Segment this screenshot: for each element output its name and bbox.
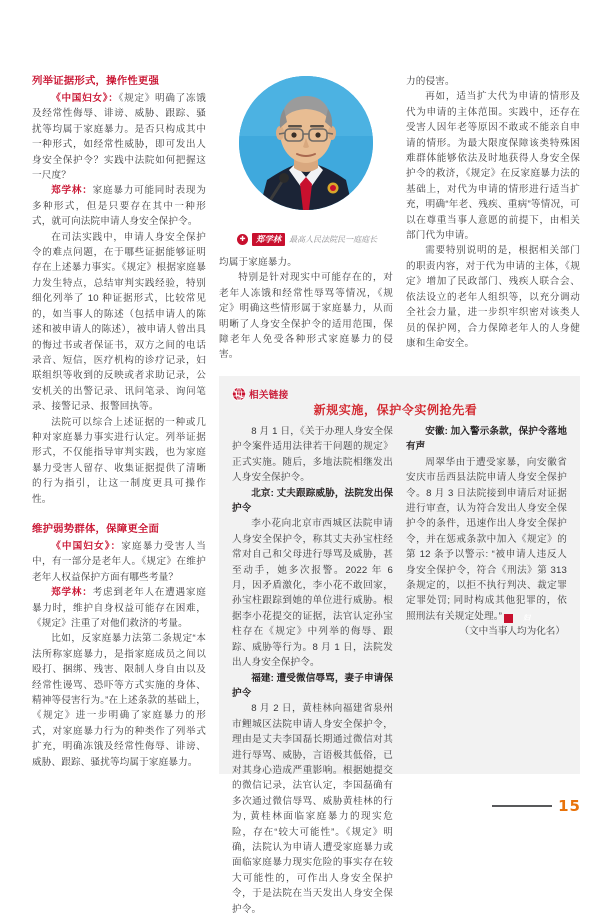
page-folio <box>492 797 581 815</box>
related-links-columns <box>232 424 567 917</box>
answer-2-para-1 <box>32 585 206 631</box>
folio-rule <box>492 805 552 806</box>
column-middle <box>219 74 393 363</box>
related-links-tag-label: 相关链接 <box>249 390 289 401</box>
end-mark-icon: 妇 <box>504 614 513 623</box>
answer-speaker-label-2: 郑学林： <box>51 587 93 599</box>
globe-icon <box>232 387 246 401</box>
portrait-illustration <box>239 76 373 210</box>
credit-spacer <box>219 246 393 255</box>
case-text-anhui <box>406 455 567 624</box>
column-left <box>32 74 206 770</box>
question-text-2: 家庭暴力受害人当中，有一部分是老年人。《规定》在维护老年人权益保护方面有哪些考量？ <box>32 540 207 583</box>
links-column-right <box>406 424 567 917</box>
portrait-name: 郑学林 <box>252 233 285 246</box>
case-subhead-beijing: 北京: 丈夫跟踪威胁，法院发出保护令 <box>232 487 393 515</box>
question-2 <box>32 539 206 585</box>
related-links-header <box>219 376 580 422</box>
answer-2-para-2-cont: 均属于家庭暴力。 <box>219 257 297 268</box>
case-subhead-fujian: 福建: 遭受微信辱骂，妻子申请保护令 <box>232 672 393 699</box>
question-text: 《规定》明确了冻饿及经常性侮辱、诽谤、威胁、跟踪、骚扰等均属于家庭暴力。是否只构成其中一种形式，如经常性威胁，即可发出人身安全保护令？实践中法院如何把握这一尺度？ <box>32 93 206 182</box>
answer-2-para-5: 需要特别说明的是，根据相关部门的职责内容，对于代为申请的主体，《规定》增加了民政部门、残疾人联合会、依法设立的老年人组织等，以充分调动全社会力量，进一步织牢织密对该类人员的保护网，合力保障老年人的人身健康和生命安全。 <box>406 245 580 349</box>
answer-speaker-label: 郑学林： <box>51 185 93 197</box>
question-1 <box>32 91 206 183</box>
portrait-photo <box>239 76 373 210</box>
portrait-title: 最高人民法院民一庭庭长 <box>289 235 378 244</box>
answer-text-2: 考虑到老年人在遭遇家庭暴力时，维护自身权益可能存在困难，《规定》注重了对他们救济的考量。 <box>32 587 206 629</box>
answer-1-para-2: 在司法实践中，申请人身安全保护令的难点问题，在于哪些证据能够证明存在上述暴力事实。《规定》根据家庭暴力发生特点，总结审判实践经验，特别细化列举了 10 种证据形式，比较常见的，如当事人的陈述（包括申请人的陈述和被申请人的陈述），被申请人曾出具的悔过书或者保证书，双方之间的电话录音、短信，医疗机构的诊疗记录，妇联组织等收到的反映或者求助记录，公安机关的出警记录、讯问笔录、询问笔录、接警记录、报警回执等。 <box>32 231 206 413</box>
question-source-label-2: 《中国妇女》： <box>51 540 122 552</box>
section-heading-2: 维护弱势群体，保障更全面 <box>32 522 160 535</box>
case-text-beijing: 李小花向北京市西城区法院申请人身安全保护令，称其丈夫孙宝柱经常对自己和父母进行辱骂及威胁，甚至动手，她多次报警。2022 年 6 月，因矛盾激化，李小花不敢回家，孙宝柱跟踪到她的单位进行威胁。根据李小花提交的证据，法官认定孙宝柱存在《规定》中列举的侮辱、跟踪、威胁等行为。8 月 1 日，法院发出人身安全保护令。 <box>232 518 393 669</box>
portrait-figure <box>219 74 393 230</box>
section-heading-1: 列举证据形式，操作性更强 <box>32 75 160 87</box>
links-intro: 8 月 1 日，《关于办理人身安全保护令案件适用法律若干问题的规定》正式实施。随后，多地法院相继发出人身安全保护令。 <box>232 426 393 484</box>
question-source-label: 《中国妇女》： <box>51 93 119 104</box>
red-dot-icon: ✚ <box>237 234 248 245</box>
portrait-credit <box>219 233 393 246</box>
answer-1-para-1 <box>32 183 206 229</box>
links-column-left <box>232 424 393 917</box>
related-links-title: 新规实施，保护令实例抢先看 <box>313 403 478 417</box>
page-number: 15 <box>558 797 581 815</box>
answer-2-para-3: 特别是针对现实中可能存在的，对老年人冻饿和经常性辱骂等情况，《规定》明确这些情形属于家庭暴力，从而明晰了人身安全保护令的适用范围，保障老年人免受各种形式家庭暴力的侵害。 <box>219 272 393 361</box>
answer-1-para-3: 法院可以综合上述证据的一种或几种对家庭暴力事实进行认定。列举证据形式，不仅能指导审判实践，也为家庭暴力受害人留存、收集证据提供了清晰的行为指引，让这一制度更具可操作性。 <box>32 416 206 505</box>
answer-2-para-4: 再如，适当扩大代为申请的情形及代为申请的主体范围。实践中，还存在受害人因年老等原因不敢或不能亲自申请的情形。为最大限度保障该类特殊困难群体能够依法及时地获得人身安全保护令的救济，《规定》在反家庭暴力法的基础上，对代为申请的情形进行适当扩充，明确“年老、残疾、重病”等情况，可以在尊重当事人意愿的前提下，由相关部门代为申请。 <box>406 91 580 242</box>
answer-2-para-2: 比如，反家庭暴力法第二条规定“本法所称家庭暴力，是指家庭成员之间以殴打、捆绑、残害、限制人身自由以及经常性谩骂、恐吓等方式实施的身体、精神等侵害行为。”在上述条款的基础上，《规定》进一步明确了家庭暴力的形式，对家庭暴力行为的种类作了列举式扩充，明确冻饿及经常性侮辱、诽谤、威胁、跟踪、骚扰等均属于家庭暴力。 <box>32 633 206 768</box>
case-text-fujian: 8 月 2 日，黄桂林向福建省泉州市鲤城区法院申请人身安全保护令，理由是丈夫李国磊长期通过微信对其进行辱骂、威胁，言语极其低俗，已对其身心造成严重影响。根据她提交的微信记录，法官认定，李国磊确有多次通过微信辱骂、威胁黄桂林的行为, 黄桂林面临家庭暴力的现实危险，存在“较大可能性”。《规定》明确，法院认为申请人遭受家庭暴力或面临家庭暴力现实危险的事实存在较大可能性的，可作出人身安全保护令，于是法院在当天发出人身安全保护令。 <box>232 703 393 915</box>
answer-text: 家庭暴力可能同时表现为多种形式，但是只要存在其中一种形式，就可向法院申请人身安全保护令。 <box>32 185 206 228</box>
case-text-anhui-body: 周翠华由于遭受家暴，向安徽省安庆市岳西县法院申请人身安全保护令。8 月 3 日法院接到申请后对证据进行审查，认为符合发出人身安全保护令的条件，迅速作出人身安全保护令，并在惩戒条款中加入《规定》的第 12 条予以警示: “被申请人违反人身安全保护令，符合《刑法》第 313 条规定的，以拒不执行判决、裁定罪定罪处罚; 同时构成其他犯罪的，依照刑法有关规定处理。” <box>406 456 567 622</box>
section-spacer <box>32 507 206 522</box>
column-right <box>406 74 580 351</box>
case-subhead-anhui: 安徽: 加入警示条款，保护令落地有声 <box>406 426 567 453</box>
closing-note: （文中当事人均为化名） <box>459 626 565 638</box>
related-links-tag <box>232 387 289 401</box>
answer-2-para-3-cont: 力的侵害。 <box>406 76 455 87</box>
